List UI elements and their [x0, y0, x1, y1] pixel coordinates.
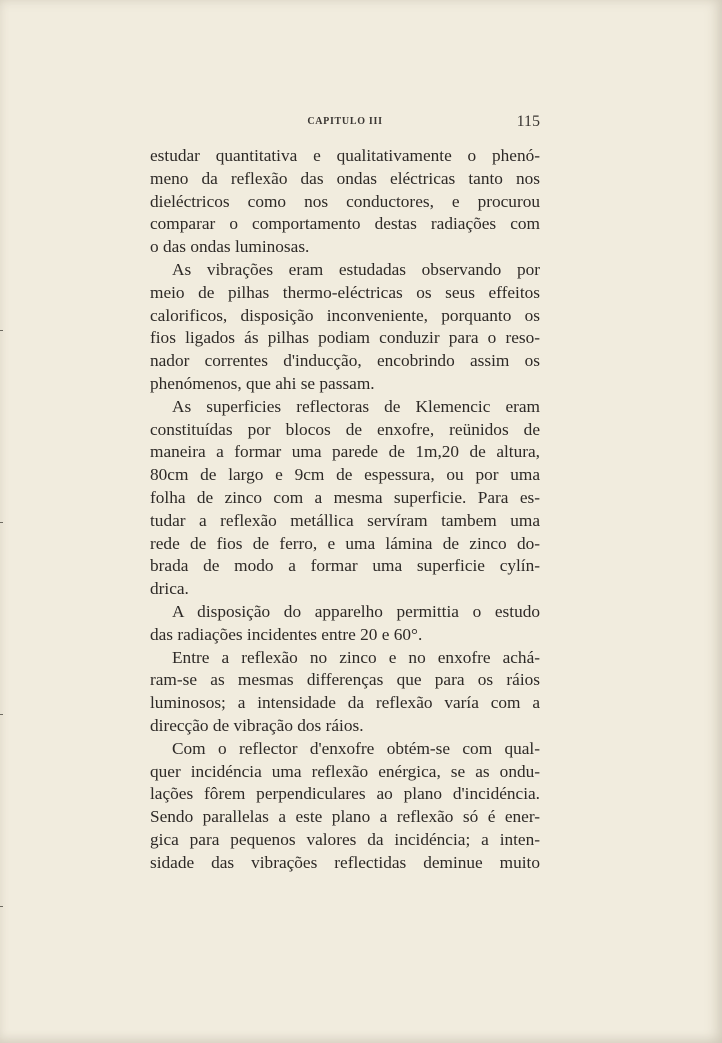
text-line: luminosos; a intensidade da reflexão varía com a	[150, 693, 540, 713]
text-line: Entre a reflexão no zinco e no enxofre achá-	[172, 647, 540, 667]
text-line: o das ondas luminosas.	[150, 237, 310, 257]
page-edge-mark	[0, 714, 3, 715]
text-line: meno da reflexão das ondas eléctricas tanto nos	[150, 168, 540, 188]
text-line: nador correntes d'inducção, encobrindo assim os	[150, 351, 540, 371]
page-header	[150, 114, 540, 130]
text-line: 80cm de largo e 9cm de espessura, ou por uma	[150, 465, 540, 485]
page-edge-mark	[0, 522, 3, 523]
text-line: ram-se as mesmas differenças que para os ráios	[150, 670, 540, 690]
text-line: Sendo parallelas a este plano a reflexão só é ener-	[150, 807, 540, 827]
text-line: meio de pilhas thermo-eléctricas os seus effeitos	[150, 282, 540, 302]
text-line: A disposição do apparelho permittia o estudo	[172, 601, 540, 621]
text-line: phenómenos, que ahi se passam.	[150, 373, 375, 393]
text-line: comparar o comportamento destas radiações com	[150, 214, 540, 234]
text-line: gica para pequenos valores da incidéncia; a inten-	[150, 829, 540, 849]
text-line: direcção de vibração dos ráios.	[150, 715, 364, 735]
text-line: brada de modo a formar uma superficie cylín-	[150, 556, 540, 576]
text-line: maneira a formar uma parede de 1m,20 de altura,	[150, 442, 540, 462]
text-line: folha de zinco com a mesma superficie. Para es-	[150, 487, 540, 507]
text-line: sidade das vibrações reflectidas deminue muito	[150, 852, 540, 872]
text-line: tudar a reflexão metállica servíram tambem uma	[150, 510, 540, 530]
text-line: drica.	[150, 579, 189, 599]
page-edge-mark	[0, 330, 3, 331]
text-line: As vibrações eram estudadas observando por	[172, 259, 540, 279]
text-line: fios ligados ás pilhas podiam conduzir para o reso-	[150, 328, 540, 348]
text-line: estudar quantitativa e qualitativamente o phenó-	[150, 146, 540, 165]
text-line: lações fôrem perpendiculares ao plano d'incidéncia.	[150, 784, 540, 804]
running-title: CAPITULO III	[307, 116, 383, 127]
text-line: das radiações incidentes entre 20 e 60°.	[150, 624, 423, 644]
body-text	[150, 145, 540, 875]
text-line: calorificos, disposição inconveniente, porquanto os	[150, 305, 540, 325]
text-line: Com o reflector d'enxofre obtém-se com qual-	[172, 738, 540, 758]
page-number: 115	[516, 113, 540, 130]
page-edge-mark	[0, 906, 3, 907]
text-line: rede de fios de ferro, e uma lámina de zinco do-	[150, 533, 540, 553]
text-line: As superficies reflectoras de Klemencic eram	[172, 396, 540, 416]
text-line: dieléctricos como nos conductores, e procurou	[150, 191, 540, 211]
text-line: quer incidéncia uma reflexão enérgica, se as ondu-	[150, 761, 540, 781]
text-line: constituídas por blocos de enxofre, reünidos de	[150, 419, 540, 439]
